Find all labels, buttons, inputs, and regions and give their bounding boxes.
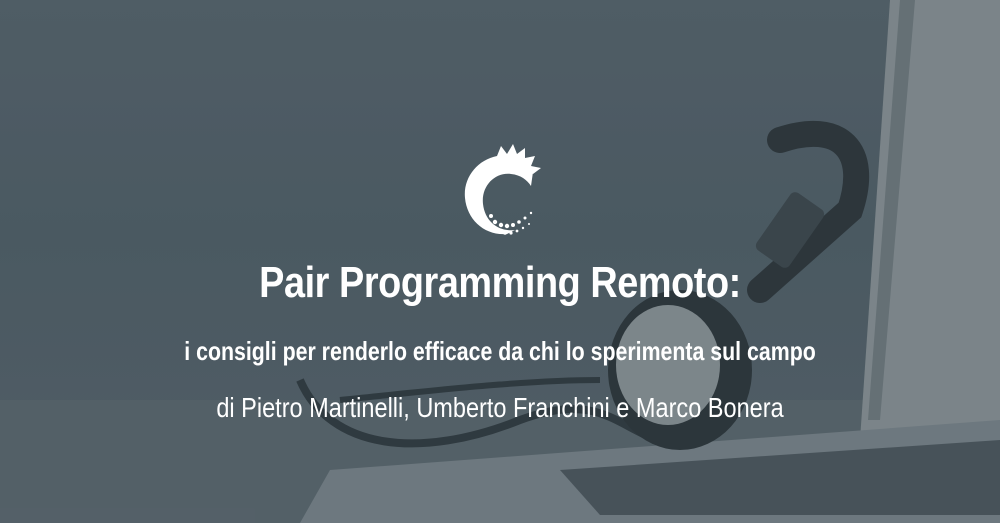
banner-title: Pair Programming Remoto: [259,258,741,307]
dragon-c-logo-icon [455,142,545,242]
banner-authors: di Pietro Martinelli, Umberto Franchini e Marco Bonera [216,392,784,423]
banner-subtitle: i consigli per renderlo efficace da chi lo sperimenta sul campo [184,336,816,366]
